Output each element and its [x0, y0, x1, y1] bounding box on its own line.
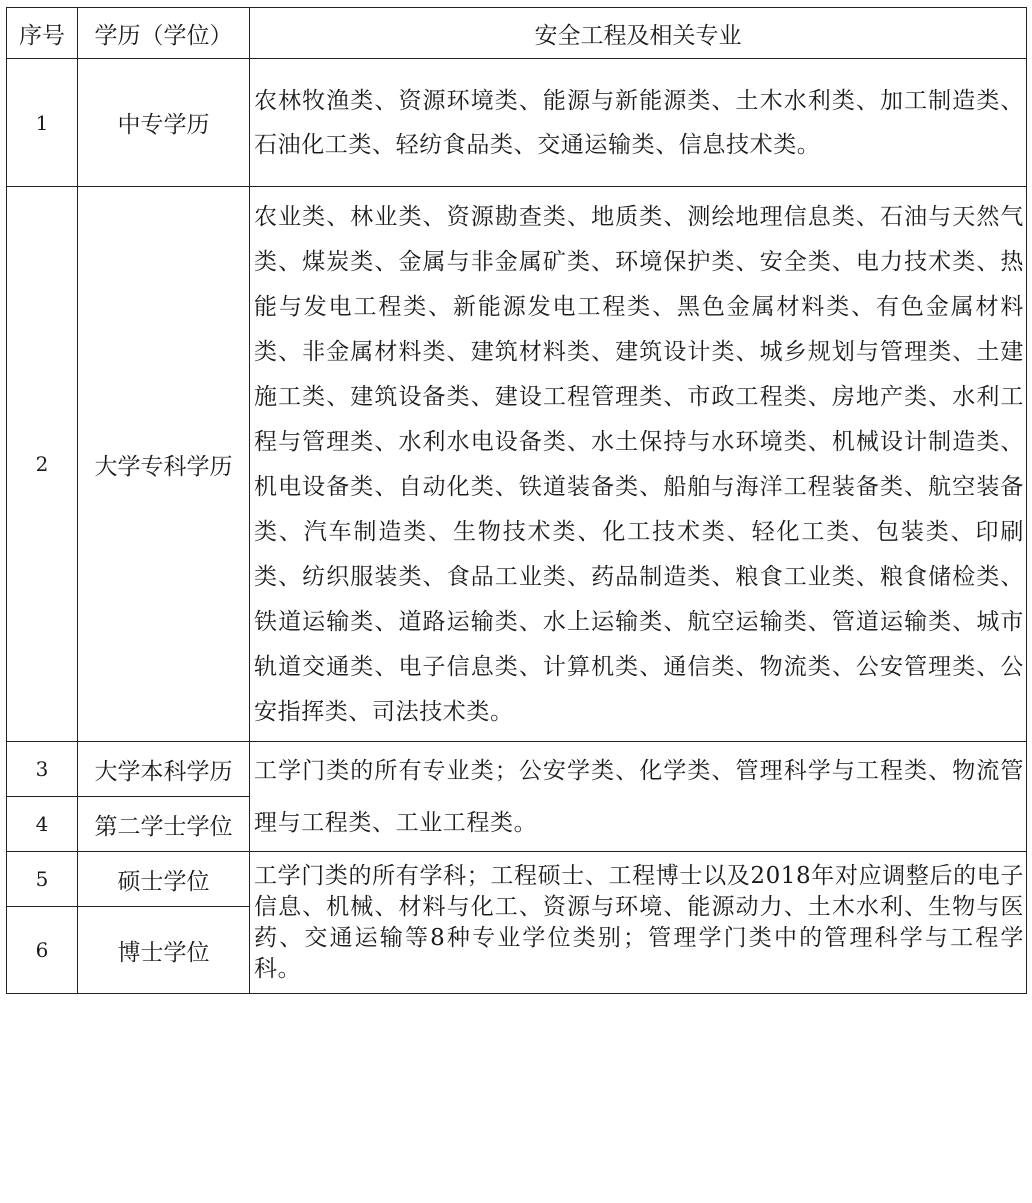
- row-edu: 硕士学位: [78, 852, 250, 907]
- header-edu: 学历（学位）: [78, 8, 250, 59]
- table-row: [7, 187, 1027, 742]
- row-num: 5: [7, 852, 78, 907]
- qualification-table: [6, 7, 1027, 994]
- row-num: 4: [7, 797, 78, 852]
- header-major: 安全工程及相关专业: [250, 8, 1027, 59]
- row-edu: 大学本科学历: [78, 742, 250, 797]
- row-edu: 第二学士学位: [78, 797, 250, 852]
- row-num: 1: [7, 59, 78, 187]
- row-num: 2: [7, 187, 78, 742]
- header-num: 序号: [7, 8, 78, 59]
- row-num: 6: [7, 907, 78, 994]
- row-major-merged-5-6: 工学门类的所有学科；工程硕士、工程博士以及2018年对应调整后的电子信息、机械、材料与化工、资源与环境、能源动力、土木水利、生物与医药、交通运输等8种专业学位类别；管理学门类中的管理科学与工程学科。: [250, 852, 1027, 994]
- header-row: [7, 8, 1027, 59]
- table-row: [7, 59, 1027, 187]
- row-major: 农业类、林业类、资源勘查类、地质类、测绘地理信息类、石油与天然气类、煤炭类、金属与非金属矿类、环境保护类、安全类、电力技术类、热能与发电工程类、新能源发电工程类、黑色金属材料类、有色金属材料类、非金属材料类、建筑材料类、建筑设计类、城乡规划与管理类、土建施工类、建筑设备类、建设工程管理类、市政工程类、房地产类、水利工程与管理类、水利水电设备类、水土保持与水环境类、机械设计制造类、机电设备类、自动化类、铁道装备类、船舶与海洋工程装备类、航空装备类、汽车制造类、生物技术类、化工技术类、轻化工类、包装类、印刷类、纺织服装类、食品工业类、药品制造类、粮食工业类、粮食储检类、铁道运输类、道路运输类、水上运输类、航空运输类、管道运输类、城市轨道交通类、电子信息类、计算机类、通信类、物流类、公安管理类、公安指挥类、司法技术类。: [250, 187, 1027, 742]
- row-edu: 中专学历: [78, 59, 250, 187]
- table-row: [7, 742, 1027, 797]
- row-edu: 大学专科学历: [78, 187, 250, 742]
- table-row: [7, 852, 1027, 907]
- row-num: 3: [7, 742, 78, 797]
- row-major-merged-3-4: 工学门类的所有专业类；公安学类、化学类、管理科学与工程类、物流管理与工程类、工业工程类。: [250, 742, 1027, 852]
- row-edu: 博士学位: [78, 907, 250, 994]
- row-major: 农林牧渔类、资源环境类、能源与新能源类、土木水利类、加工制造类、石油化工类、轻纺食品类、交通运输类、信息技术类。: [250, 59, 1027, 187]
